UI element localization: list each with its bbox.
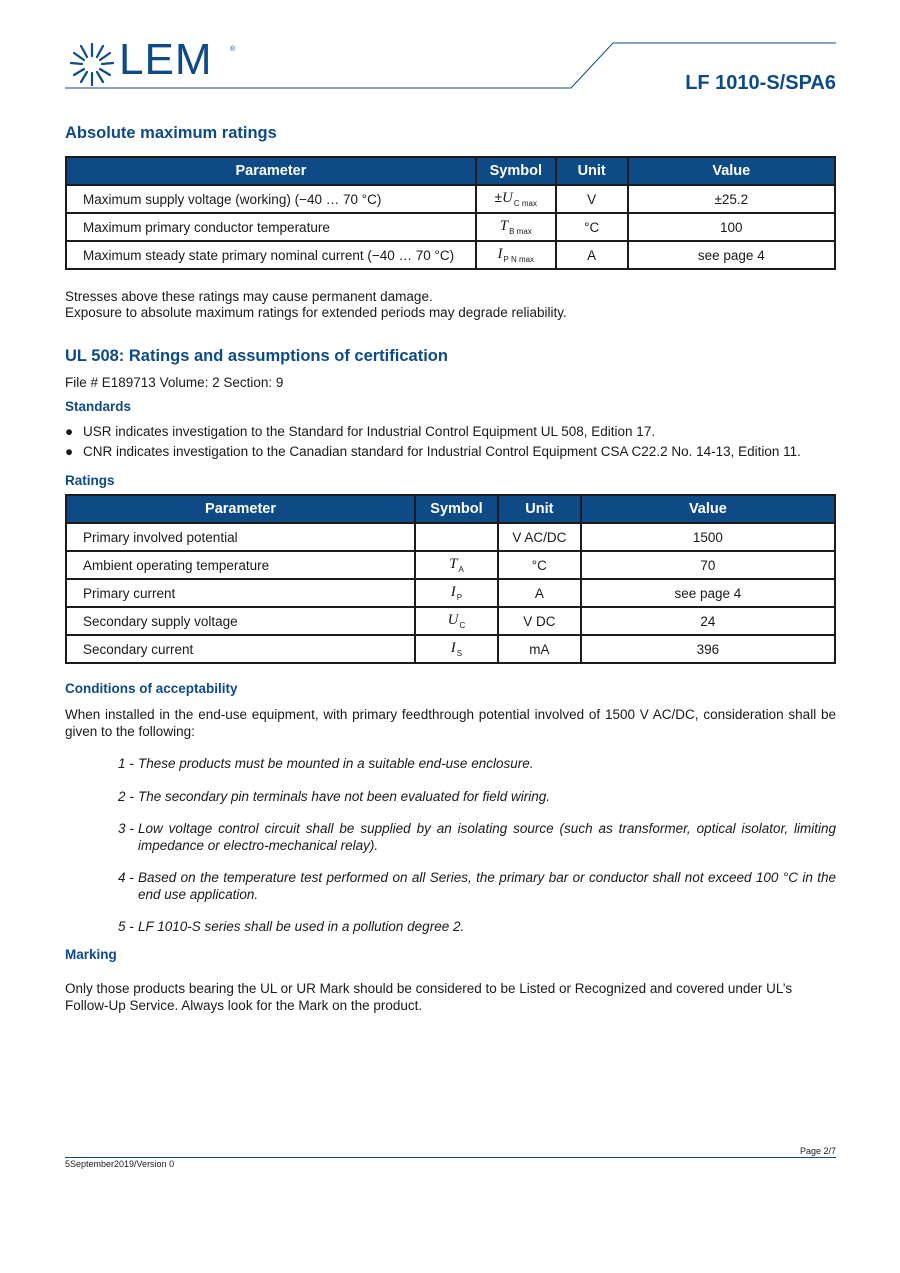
condition-item [118, 918, 836, 935]
bullet-icon: ● [65, 424, 74, 439]
conditions-title: Conditions of acceptability [65, 681, 238, 696]
param-cell: Ambient operating temperature [66, 551, 415, 579]
table-row [66, 551, 835, 579]
unit-cell: A [556, 241, 628, 269]
column-header: Parameter [66, 495, 415, 523]
table-row [66, 241, 835, 269]
param-cell: Maximum steady state primary nominal current (−40 … 70 °C) [66, 241, 476, 269]
table-header-row [66, 495, 835, 523]
table-row [66, 579, 835, 607]
table-row [66, 635, 835, 663]
symbol-cell: $T_A$ [415, 551, 498, 579]
condition-number: 2 - [118, 789, 134, 804]
column-header: Value [628, 157, 835, 185]
symbol-cell: $I_{P N max}$ [476, 241, 556, 269]
column-header: Symbol [476, 157, 556, 185]
lem-logo: LEM [119, 35, 213, 84]
unit-cell: V [556, 185, 628, 213]
condition-item [118, 820, 836, 854]
unit-cell: mA [498, 635, 581, 663]
symbol-cell: $T_{B max}$ [476, 213, 556, 241]
symbol-cell: $I_P$ [415, 579, 498, 607]
condition-text: Based on the temperature test performed on all Series, the primary bar or conductor shall not exceed 100 °C in the end use application. [138, 870, 836, 902]
unit-cell: A [498, 579, 581, 607]
param-cell: Secondary current [66, 635, 415, 663]
column-header: Unit [498, 495, 581, 523]
unit-cell: °C [498, 551, 581, 579]
condition-text: Low voltage control circuit shall be supplied by an isolating source (such as transformer, optical isolator, limiting impedance or electro-mechanical relay). [138, 821, 836, 853]
page-number: Page 2/7 [799, 1146, 836, 1156]
condition-text: LF 1010-S series shall be used in a pollution degree 2. [138, 919, 465, 934]
table-header-row [66, 157, 835, 185]
abs-max-table [65, 156, 836, 270]
condition-number: 4 - [118, 870, 134, 885]
product-code: LF 1010-S/SPA6 [685, 72, 836, 94]
standard-text: CNR indicates investigation to the Canadian standard for Industrial Control Equipment CSA C22.2 No. 14-13, Edition 11. [83, 444, 801, 459]
condition-text: The secondary pin terminals have not been evaluated for field wiring. [138, 789, 550, 804]
value-cell: 396 [581, 635, 835, 663]
value-cell: 24 [581, 607, 835, 635]
symbol-cell: $I_S$ [415, 635, 498, 663]
unit-cell: V DC [498, 607, 581, 635]
marking-title: Marking [65, 947, 117, 962]
ratings-title: Ratings [65, 473, 115, 488]
table-row [66, 213, 835, 241]
symbol-cell: $\pm U_{C max}$ [476, 185, 556, 213]
table-row [66, 185, 835, 213]
conditions-intro: When installed in the end-use equipment, with primary feedthrough potential involved of 1500 V AC/DC, consideration shall be given to the following: [65, 707, 836, 739]
bullet-icon: ● [65, 444, 74, 459]
value-cell: ±25.2 [628, 185, 835, 213]
ratings-table [65, 494, 836, 664]
param-cell: Maximum primary conductor temperature [66, 213, 476, 241]
abs-max-note: Stresses above these ratings may cause permanent damage. [65, 289, 433, 304]
file-line: File # E189713 Volume: 2 Section: 9 [65, 375, 284, 390]
condition-item [118, 755, 836, 772]
param-cell: Maximum supply voltage (working) (−40 … 70 °C) [66, 185, 476, 213]
value-cell: see page 4 [581, 579, 835, 607]
column-header: Unit [556, 157, 628, 185]
version-text: 5September2019/Version 0 [65, 1159, 175, 1169]
condition-number: 5 - [118, 919, 134, 934]
unit-cell: °C [556, 213, 628, 241]
value-cell: 70 [581, 551, 835, 579]
symbol-cell: $U_C$ [415, 607, 498, 635]
table-row [66, 523, 835, 551]
column-header: Symbol [415, 495, 498, 523]
registered-mark: ® [230, 46, 236, 53]
condition-item [118, 788, 836, 805]
column-header: Value [581, 495, 835, 523]
param-cell: Primary current [66, 579, 415, 607]
ul-title: UL 508: Ratings and assumptions of certification [65, 347, 448, 365]
symbol-cell [415, 523, 498, 551]
abs-max-note: Exposure to absolute maximum ratings for extended periods may degrade reliability. [65, 305, 567, 320]
standards-title: Standards [65, 399, 132, 414]
condition-number: 3 - [118, 821, 134, 836]
unit-cell: V AC/DC [498, 523, 581, 551]
param-cell: Secondary supply voltage [66, 607, 415, 635]
condition-number: 1 - [118, 756, 134, 771]
standard-text: USR indicates investigation to the Standard for Industrial Control Equipment UL 508, Edition 17. [83, 424, 656, 439]
condition-item [118, 869, 836, 903]
lem-sun-icon [71, 44, 113, 85]
param-cell: Primary involved potential [66, 523, 415, 551]
abs-max-title: Absolute maximum ratings [65, 124, 277, 142]
marking-text: Only those products bearing the UL or UR Mark should be considered to be Listed or Recognized and covered under UL’s Follow-Up Service. Always look for the Mark on the product. [65, 981, 793, 1013]
value-cell: 1500 [581, 523, 835, 551]
value-cell: see page 4 [628, 241, 835, 269]
table-row [66, 607, 835, 635]
value-cell: 100 [628, 213, 835, 241]
footer-rule [65, 1157, 836, 1158]
column-header: Parameter [66, 157, 476, 185]
condition-text: These products must be mounted in a suitable end-use enclosure. [138, 756, 534, 771]
